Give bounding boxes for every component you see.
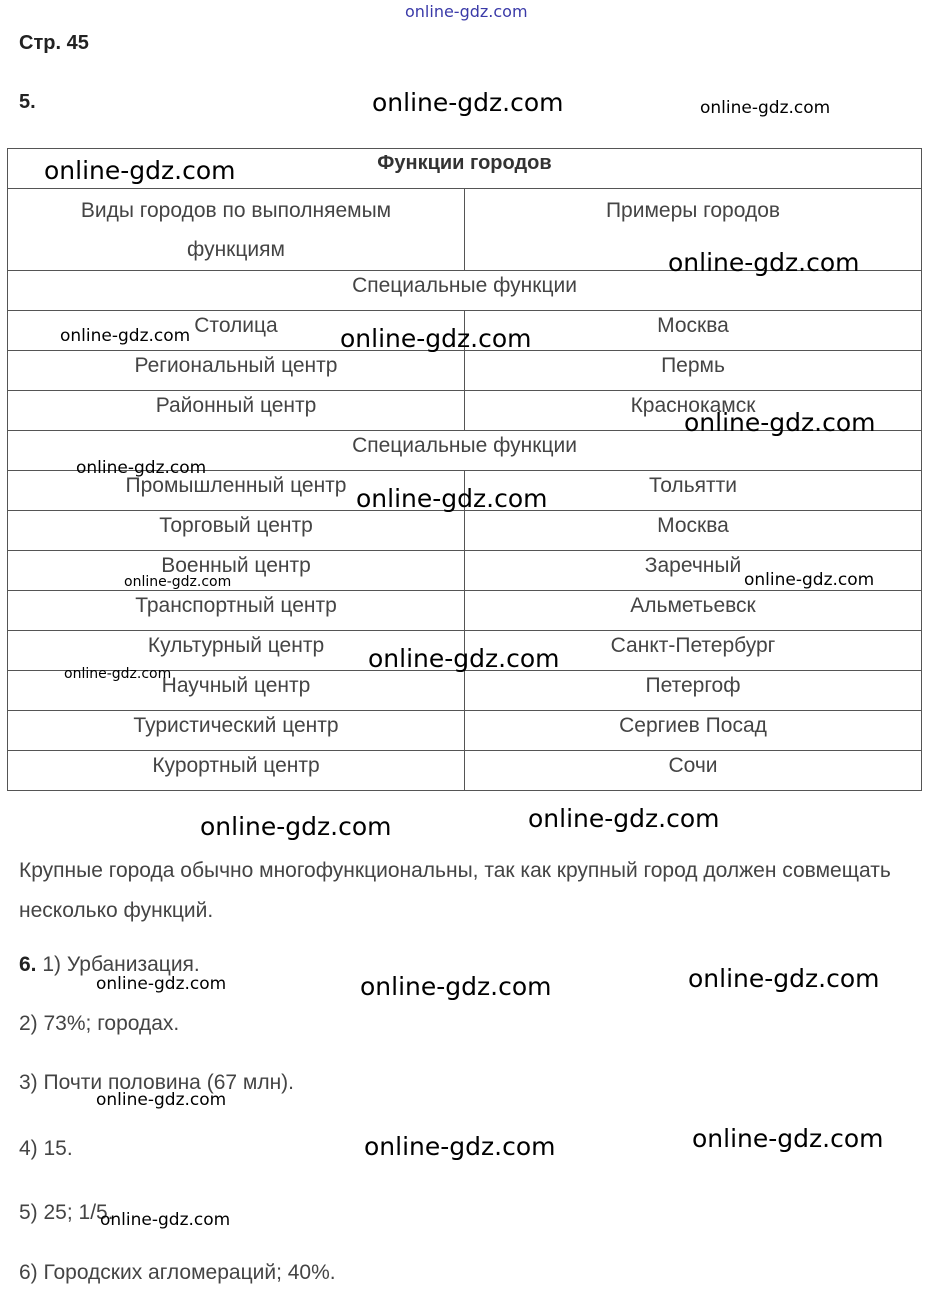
page-label: Стр. 45 [19, 32, 89, 54]
city-example: Пермь [465, 351, 922, 391]
task6-answer-3: 3) Почти половина (67 млн). [19, 1071, 294, 1094]
city-example: Москва [465, 311, 922, 351]
task6-number: 6. [19, 953, 37, 976]
city-example: Санкт-Петербург [465, 631, 922, 671]
watermark: online-gdz.com [368, 644, 560, 673]
city-example: Москва [465, 511, 922, 551]
watermark: online-gdz.com [64, 666, 172, 682]
task6-answer-5: 5) 25; 1/5. [19, 1201, 114, 1224]
city-type: Научный центр [8, 671, 465, 711]
city-type: Промышленный центр [8, 471, 465, 511]
section-label: Специальные функции [8, 431, 922, 471]
table-row [8, 591, 922, 631]
city-type: Транспортный центр [8, 591, 465, 631]
answer-text: 1) Урбанизация. [42, 953, 200, 976]
city-example: Петергоф [465, 671, 922, 711]
city-type: Военный центр [8, 551, 465, 591]
col1-header: Виды городов по выполняемым функциям [8, 189, 465, 271]
table-row [8, 711, 922, 751]
task5-number: 5. [19, 91, 36, 113]
city-type: Районный центр [8, 391, 465, 431]
watermark: online-gdz.com [200, 812, 392, 841]
watermark: online-gdz.com [364, 1132, 556, 1161]
watermark: online-gdz.com [96, 974, 227, 994]
city-type: Культурный центр [8, 631, 465, 671]
watermark: online-gdz.com [356, 484, 548, 513]
task6-answer-2: 2) 73%; городах. [19, 1012, 180, 1035]
watermark: online-gdz.com [60, 326, 191, 346]
watermark: online-gdz.com [372, 88, 564, 117]
city-type: Региональный центр [8, 351, 465, 391]
watermark: online-gdz.com [96, 1090, 227, 1110]
watermark: online-gdz.com [668, 248, 860, 277]
watermark: online-gdz.com [76, 458, 207, 478]
city-example: Сергиев Посад [465, 711, 922, 751]
table-row [8, 511, 922, 551]
table-title: Функции городов [8, 149, 922, 189]
city-example: Сочи [465, 751, 922, 791]
city-type: Туристический центр [8, 711, 465, 751]
city-type: Столица [8, 311, 465, 351]
city-example: Заречный [465, 551, 922, 591]
city-type: Курортный центр [8, 751, 465, 791]
city-type: Торговый центр [8, 511, 465, 551]
watermark-top: online-gdz.com [405, 2, 528, 21]
task6-answer-6: 6) Городских агломераций; 40%. [19, 1261, 336, 1284]
watermark: online-gdz.com [340, 324, 532, 353]
conclusion-paragraph: Крупные города обычно многофункциональны, так как крупный город должен совмещать несколько функций. [19, 859, 891, 922]
watermark: online-gdz.com [360, 972, 552, 1001]
watermark: online-gdz.com [692, 1124, 884, 1153]
city-example: Тольятти [465, 471, 922, 511]
watermark: online-gdz.com [700, 98, 831, 118]
watermark: online-gdz.com [124, 574, 232, 590]
city-example: Альметьевск [465, 591, 922, 631]
city-example: Краснокамск [465, 391, 922, 431]
watermark: online-gdz.com [744, 570, 875, 590]
col2-header: Примеры городов [465, 189, 922, 271]
watermark: online-gdz.com [44, 156, 236, 185]
task6-answer-4: 4) 15. [19, 1137, 73, 1160]
table-row [8, 751, 922, 791]
watermark: online-gdz.com [528, 804, 720, 833]
section-label: Специальные функции [8, 271, 922, 311]
watermark: online-gdz.com [684, 408, 876, 437]
watermark: online-gdz.com [100, 1210, 231, 1230]
table-row [8, 351, 922, 391]
watermark: online-gdz.com [688, 964, 880, 993]
